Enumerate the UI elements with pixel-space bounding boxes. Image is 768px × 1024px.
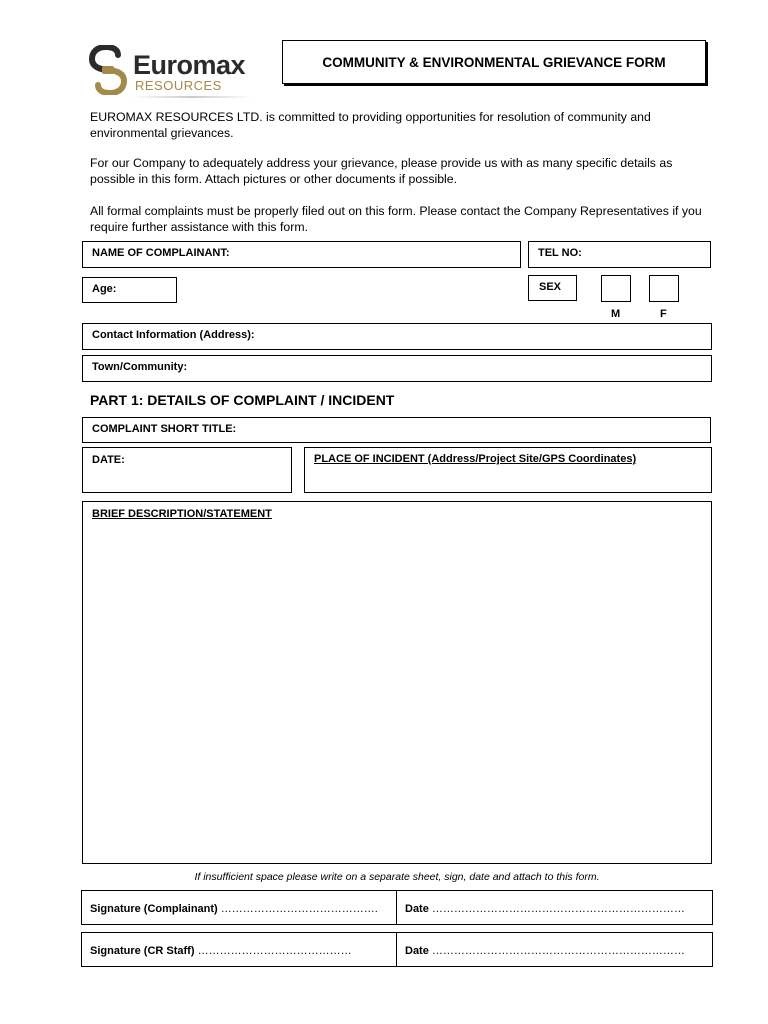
town-community-label: Town/Community:: [92, 361, 188, 373]
age-label: Age:: [92, 283, 117, 295]
insufficient-space-note: If insufficient space please write on a separate sheet, sign, date and attach to this form.: [194, 871, 600, 883]
signature-complainant-label: Signature (Complainant): [90, 903, 218, 915]
signature-complainant-date-dots: ……………………………………………………………: [431, 903, 685, 915]
intro-paragraph-3: All formal complaints must be properly filed out on this form. Please contact the Company Representatives if you require further assistance with this form.: [90, 204, 702, 234]
age-field[interactable]: [82, 277, 177, 303]
contact-info-label: Contact Information (Address):: [92, 329, 255, 341]
signature-staff-date-dots: ……………………………………………………………: [431, 945, 685, 957]
sex-female-checkbox[interactable]: [649, 275, 679, 302]
sex-label-box: [528, 275, 577, 301]
euromax-logo-icon: [88, 45, 128, 95]
brief-description-field[interactable]: [82, 501, 712, 864]
signature-complainant-dots: …………………………………….: [220, 903, 378, 915]
tel-no-label: TEL NO:: [538, 247, 582, 259]
contact-info-field[interactable]: [82, 323, 712, 350]
complainant-name-field[interactable]: [82, 241, 521, 268]
intro-paragraph-2: For our Company to adequately address your grievance, please provide us with as many specific details as possible in this form. Attach pictures or other documents if possible.: [90, 156, 673, 186]
part1-heading: PART 1: DETAILS OF COMPLAINT / INCIDENT: [90, 392, 395, 408]
logo-subtitle: RESOURCES: [135, 78, 222, 93]
company-logo: [88, 44, 263, 100]
signature-staff-field[interactable]: [81, 932, 397, 967]
complainant-name-label: NAME OF COMPLAINANT:: [92, 247, 230, 259]
incident-date-field[interactable]: [82, 447, 292, 493]
signature-staff-date-field[interactable]: [396, 932, 713, 967]
sex-male-label: M: [611, 308, 621, 320]
complaint-short-title-label: COMPLAINT SHORT TITLE:: [92, 423, 237, 435]
sex-female-label: F: [660, 308, 667, 320]
signature-complainant-field[interactable]: [81, 890, 397, 925]
tel-no-field[interactable]: [528, 241, 711, 268]
signature-complainant-date-field[interactable]: [396, 890, 713, 925]
form-title-box: [282, 40, 706, 84]
complaint-short-title-field[interactable]: [82, 417, 711, 443]
logo-underline: [132, 96, 252, 98]
town-community-field[interactable]: [82, 355, 712, 382]
form-title: COMMUNITY & ENVIRONMENTAL GRIEVANCE FORM: [322, 55, 666, 70]
signature-staff-dots: ……………………………………: [197, 945, 352, 957]
logo-wordmark: Euromax: [133, 50, 246, 80]
sex-label: SEX: [539, 281, 562, 293]
signature-complainant-date-label: Date: [405, 903, 429, 915]
place-of-incident-label: PLACE OF INCIDENT (Address/Project Site/GPS Coordinates): [314, 453, 637, 465]
signature-staff-label: Signature (CR Staff): [90, 945, 195, 957]
brief-description-label: BRIEF DESCRIPTION/STATEMENT: [92, 508, 272, 520]
signature-staff-date-label: Date: [405, 945, 429, 957]
intro-paragraph-1: EUROMAX RESOURCES LTD. is committed to providing opportunities for resolution of community and environmental grievances.: [90, 110, 651, 140]
place-of-incident-field[interactable]: [304, 447, 712, 493]
incident-date-label: DATE:: [92, 454, 125, 466]
sex-male-checkbox[interactable]: [601, 275, 631, 302]
